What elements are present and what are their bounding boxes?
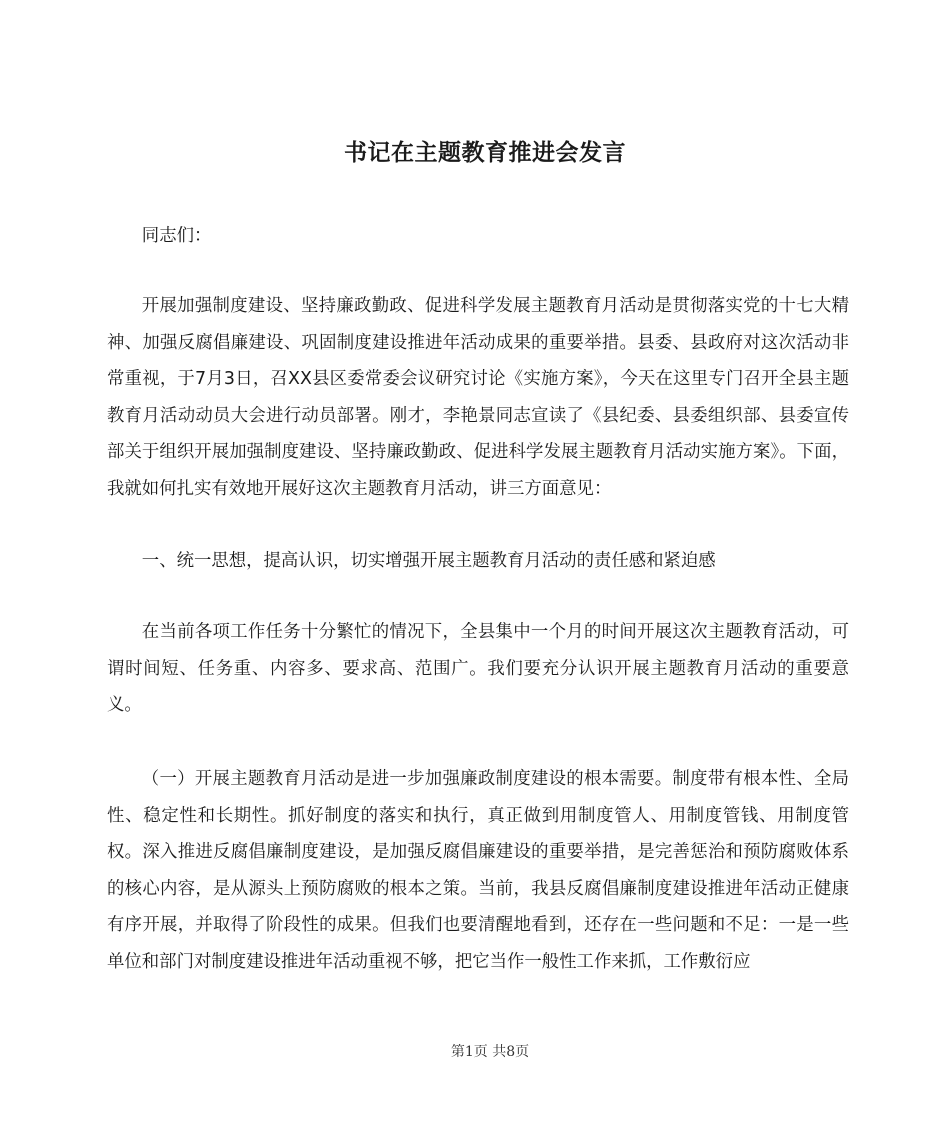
paragraph-subsection-1: （一）开展主题教育月活动是进一步加强廉政制度建设的根本需要。制度带有根本性、全局性、稳定性和长期性。抓好制度的落实和执行，真正做到用制度管人、用制度管钱、用制度管权。深入推进反腐倡廉制度建设，是加强反腐倡廉建设的重要举措，是完善惩治和预防腐败体系的核心内容，是从源头上预防腐败的根本之策。当前，我县反腐倡廉制度建设推进年活动正健康有序开展，并取得了阶段性的成果。但我们也要清醒地看到，还存在一些问题和不足：一是一些单位和部门对制度建设推进年活动重视不够，把它当作一般性工作来抓，工作敷衍应 [107, 769, 849, 972]
paragraph-intro: 开展加强制度建设、坚持廉政勤政、促进科学发展主题教育月活动是贯彻落实党的十七大精神、加强反腐倡廉建设、巩固制度建设推进年活动成果的重要举措。县委、县政府对这次活动非常重视，于7月3日，召XX县区委常委会议研究讨论《实施方案》，今天在这里专门召开全县主题教育月活动动员大会进行动员部署。刚才，李艳景同志宣读了《县纪委、县委组织部、县委宣传部关于组织开展加强制度建设、坚持廉政勤政、促进科学发展主题教育月活动实施方案》。下面，我就如何扎实有效地开展好这次主题教育月活动，讲三方面意见： [107, 296, 849, 499]
document-title: 书记在主题教育推进会发言 [344, 140, 626, 166]
section-heading-1: 一、统一思想，提高认识，切实增强开展主题教育月活动的责任感和紧迫感 [141, 551, 716, 571]
paragraph-context: 在当前各项工作任务十分繁忙的情况下，全县集中一个月的时间开展这次主题教育活动，可谓时间短、任务重、内容多、要求高、范围广。我们要充分认识开展主题教育月活动的重要意义。 [107, 622, 849, 715]
salutation: 同志们： [141, 226, 212, 246]
page-number-footer: 第1页 共8页 [450, 1044, 530, 1060]
